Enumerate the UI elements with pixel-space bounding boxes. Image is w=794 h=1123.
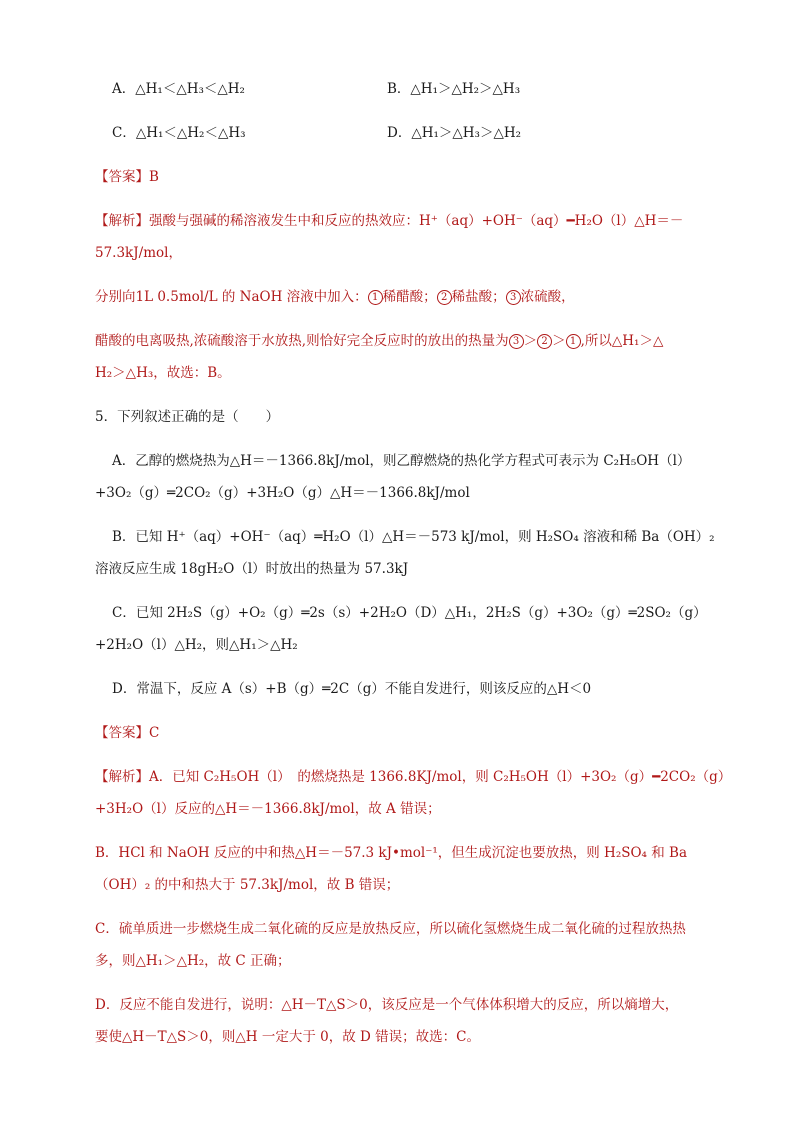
analysis-line: 【解析】强酸与强碱的稀溶液发生中和反应的热效应：H⁺（aq）+OH⁻（aq）━H₂O（l）△H＝－	[95, 213, 684, 229]
analysis-line: +3H₂O（l）反应的△H＝－1366.8kJ/mol，故 A 错误；	[95, 801, 441, 817]
q5-option-c-cont: +2H₂O（l）△H₂，则△H₁＞△H₂	[95, 637, 298, 653]
circled-number: 3	[509, 334, 524, 349]
answer-label: 【答案】	[95, 725, 149, 741]
circled-number: 2	[537, 334, 552, 349]
circled-number: 1	[368, 290, 383, 305]
answer-value: B	[149, 169, 159, 185]
q5-option-b-cont: 溶液反应生成 18gH₂O（l）时放出的热量为 57.3kJ	[95, 561, 409, 577]
q4-option-b: B．△H₁＞△H₂＞△H₃	[387, 81, 521, 97]
analysis-line: （OH）₂ 的中和热大于 57.3kJ/mol，故 B 错误；	[95, 877, 400, 893]
analysis-line: 【解析】A．已知 C₂H₅OH（l） 的燃烧热是 1366.8KJ/mol，则 C₂H₅OH（l）+3O₂（g）━2CO₂（g）	[95, 769, 732, 785]
analysis-line: 多，则△H₁＞△H₂，故 C 正确；	[95, 953, 291, 969]
q5-answer	[95, 723, 159, 743]
q4-option-a: A．△H₁＜△H₃＜△H₂	[112, 81, 245, 97]
analysis-line: 57.3kJ/mol，	[95, 245, 182, 261]
answer-label: 【答案】	[95, 169, 149, 185]
analysis-label: 【解析】	[95, 213, 149, 229]
q5-option-a-cont: +3O₂（g）═2CO₂（g）+3H₂O（g）△H＝－1366.8kJ/mol	[95, 485, 470, 501]
answer-value: C	[149, 725, 160, 741]
question-stem: 5．下列叙述正确的是（ ）	[95, 409, 280, 425]
q5-option-b: B．已知 H⁺（aq）+OH⁻（aq）═H₂O（l）△H＝－573 kJ/mol，则 H₂SO₄ 溶液和稀 Ba（OH）₂	[112, 529, 715, 545]
analysis-line: B．HCl 和 NaOH 反应的中和热△H＝－57.3 kJ•mol⁻¹，但生成沉淀也要放热，则 H₂SO₄ 和 Ba	[95, 845, 688, 861]
q4-answer	[95, 167, 159, 187]
analysis-label: 【解析】	[95, 769, 149, 785]
analysis-line: H₂＞△H₃，故选：B。	[95, 365, 231, 381]
analysis-line: D．反应不能自发进行，说明：△H－T△S＞0，该反应是一个气体体积增大的反应，所以熵增大，	[95, 997, 679, 1013]
circled-number: 1	[566, 334, 581, 349]
analysis-line: 要使△H－T△S＞0，则△H 一定大于 0，故 D 错误；故选：C。	[95, 1029, 480, 1045]
q5-option-d: D．常温下，反应 A（s）+B（g）═2C（g）不能自发进行，则该反应的△H＜0	[112, 681, 592, 697]
analysis-line: 分别向1L 0.5mol/L 的 NaOH 溶液中加入： 1 稀醋酸； 2 稀盐酸； 3 浓硫酸，	[95, 289, 575, 305]
q5-option-c: C．已知 2H₂S（g）+O₂（g）═2s（s）+2H₂O（D）△H₁，2H₂S（g）+3O₂（g）═2SO₂（g）	[112, 605, 707, 621]
circled-number: 2	[437, 290, 452, 305]
circled-number: 3	[506, 290, 521, 305]
analysis-line: C．硫单质进一步燃烧生成二氧化硫的反应是放热反应，所以硫化氢燃烧生成二氧化硫的过程放热热	[95, 921, 686, 937]
q4-option-d: D．△H₁＞△H₃＞△H₂	[387, 125, 522, 141]
q4-option-c: C．△H₁＜△H₂＜△H₃	[112, 125, 246, 141]
q5-option-a: A．乙醇的燃烧热为△H＝－1366.8kJ/mol，则乙醇燃烧的热化学方程式可表示为 C₂H₅OH（l）	[112, 453, 691, 469]
analysis-line: 醋酸的电离吸热,浓硫酸溶于水放热,则恰好完全反应时的放出的热量为 3 ＞ 2 ＞ 1 ,所以△H₁＞△	[95, 333, 664, 349]
